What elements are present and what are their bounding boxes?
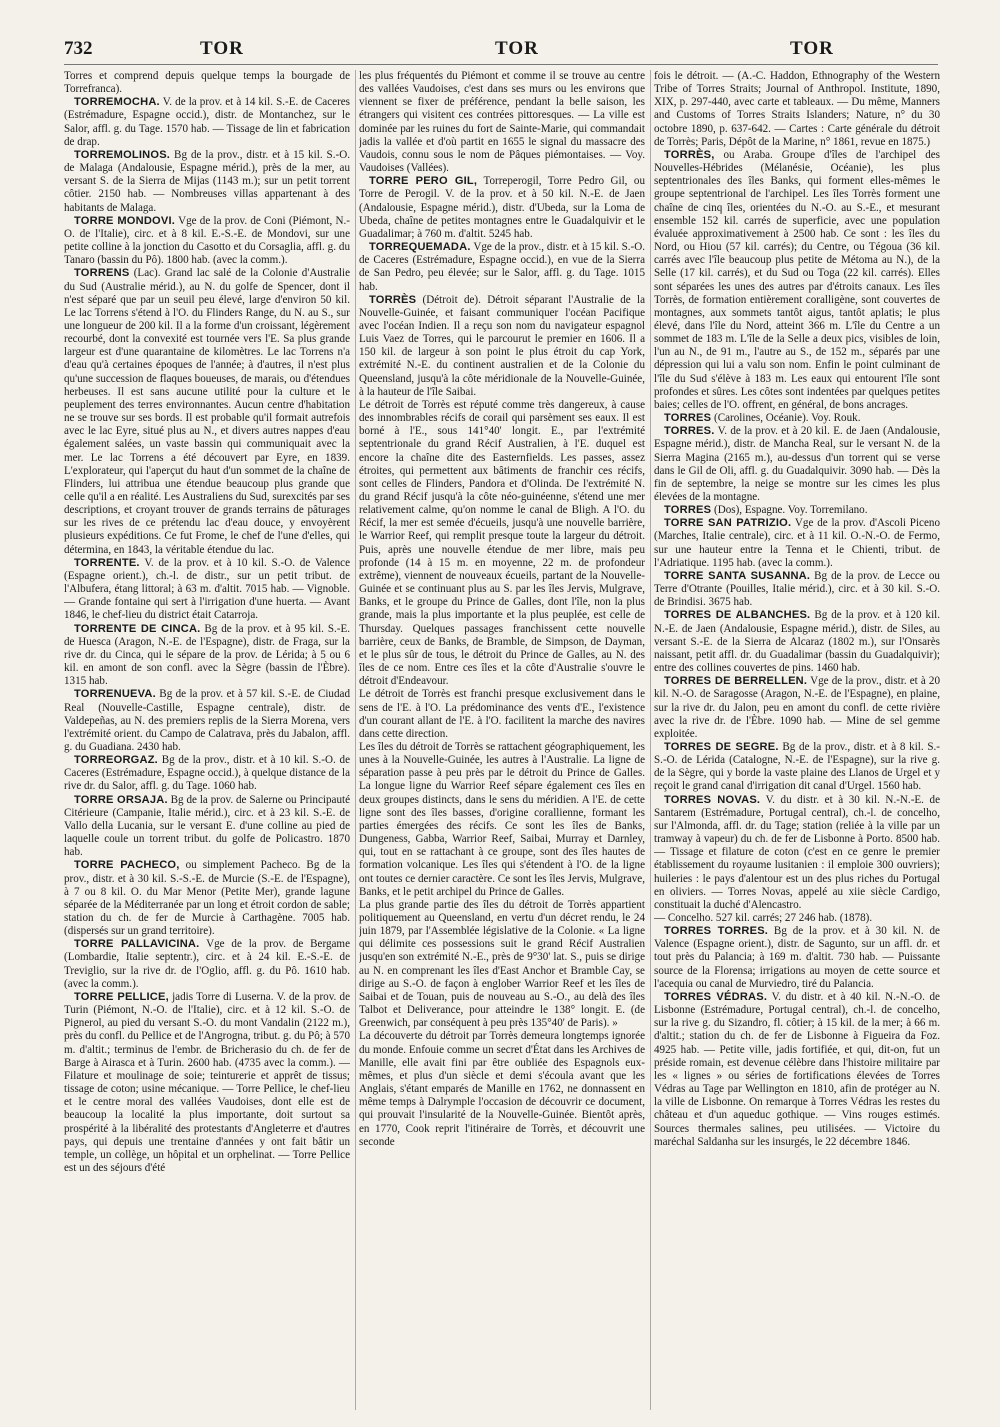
dictionary-entry [654,609,940,675]
entry-text: Bg de la prov. et à 120 kil. N.-E. de Jaen (Andalousie, Espagne mérid.), distr. de Siles, au versant S.-E. de la Sierra de Alcaraz (1802 m.), sur l'Onsarès naissant, petit affl. dr. du Guadalimar (bassin du Guadalquivir); entre des collines couvertes de pins. 1460 hab. [654,609,940,675]
text-column-3 [654,70,940,1410]
entry-headword: TORREORGAZ. [74,754,158,767]
dictionary-entry [64,688,350,754]
entry-text: Les îles du détroit de Torrès se rattachent géographiquement, les unes à la Nouvelle-Guinée, les autres à l'Australie. La ligne de séparation passe à peu près par le détroit du Prince de Galles. La longue ligne du Warrior Reef sépare également ces îles en deux groupes distincts, dans le sens du méridien. A l'E. de cette ligne sont des îles basses, d'origine corallienne, formant les parties émergées des récifs. Ce sont les îles de Banks, Dungeness, Gabba, Warrior Reef, Saibai, Murray et Darnley, qui, tout en se rattachant à ce groupe, sont des îles hautes de formation volcanique. Les îles qui s'étendent à l'O. de la ligne ont toutes ce dernier caractère. Ce sont les îles Jervis, Mulgrave, Banks, et le petit archipel du Prince de Galles. [359,740,645,898]
entry-text: (Détroit de). Détroit séparant l'Australie de la Nouvelle-Guinée, et faisant communiquer l'océan Pacifique avec l'océan Indien. Il a reçu son nom du navigateur espagnol Luis Vaez de Torres, qui le parcourut le premier en 1606. Il a 150 kil. de largeur à son point le plus étroit du cap York, extrémité N.-E. du continent australien et de la Colonie du Queensland, jusqu'à la côte méridionale de la Nouvelle-Guinée, à la hauteur de l'île Saibai. [359,293,645,398]
text-column-2 [359,70,645,1410]
dictionary-entry [64,938,350,991]
entry-headword: TORRE ORSAJA. [74,793,168,806]
dictionary-entry [359,688,645,741]
dictionary-entry [64,96,350,149]
running-head-right: TOR [790,38,834,59]
entry-headword: TORREMOLINOS. [74,148,171,161]
entry-text: Bg de la prov., distr. et à 8 kil. S.-S.-O. de Lérida (Catalogne, N.-E. de l'Espagne), sur la rive g. de la Sègre, qui y borde la vaste plaine des Llanos de Urgel et y reçoit le grand canal d'irrigation dit canal d'Urgel. 1560 hab. [654,740,940,793]
entry-headword: TORRES VÉDRAS. [664,990,768,1003]
entry-text: jadis Torre di Luserna. V. de la prov. de Turin (Piémont, N.-O. de l'Italie), circ. et à 12 kil. S.-O. de Pignerol, au pied du versant S.-O. du mont Vandalin (2122 m.), près du confl. du Pellice et de l'Angrogna, tribut. g. du Pô; à 570 m. d'altit.; terminus de l'embr. de Bricherasio du ch. de fer de Barge à Airasca et à Turin. 2600 hab. (4735 avec la comm.). — Filature et moulinage de soie; teinturerie et apprêt de tissus; tissage de coton; usine mécanique. — Torre Pellice, le chef-lieu et le centre moral des vallées Vaudoises, dont elle est de beaucoup la localité la plus importante, doit surtout sa prospérité à la libéralité des protestants d'Angleterre et d'autres pays, qui depuis une trentaine d'années y ont fait bâtir un temple, un collège, un hôpital et un orphelinat. — Torre Pellice est un des séjours d'été [64,990,350,1174]
entry-headword: TORRES. [664,425,715,438]
dictionary-entry [359,899,645,1031]
entry-text: Bg de la prov. de Lecce ou Terre d'Otrante (Pouilles, Italie mérid.), circ. et à 30 kil. S.-O. de Brindisi. 3675 hab. [654,569,940,609]
entry-text: V. de la prov. et à 14 kil. S.-E. de Caceres (Estrémadure, Espagne occid.), distr. de Montanchez, sur le Salor, affl. g. du Tage. 1570 hab. — Tissage de lin et fabrication de drap. [64,96,350,148]
entry-text: V. du distr. et à 40 kil. N.-N.-O. de Lisbonne (Estrémadure, Portugal central), ch.-l. de concelho, sur la rive g. du Sizandro, fl. côtier; à 15 kil. de la mer; à 66 m. d'altit.; station du ch. de fer de Lisbonne à Figueira da Foz. 4925 hab. — Petite ville, jadis fortifiée, et qui, dit-on, fut un préside romain, est devenue célèbre dans l'histoire militaire par les « lignes » ou séries de fortifications élevées de Torres Védras au Tage par Wellington en 1810, afin de protéger au N. la ville de Lisbonne. On remarque à Torres Védras les restes du château et d'un aqueduc gothique. — Vins rouges estimés. Sources thermales salines, peu utilisées. — Victoire du maréchal Saldanha sur les insurgés, le 22 décembre 1846. [654,990,940,1148]
entry-text: Vge de la prov., distr. et à 20 kil. N.-O. de Saragosse (Aragon, N.-E. de l'Espagne), en plaine, sur la rive dr. du Jalon, peu en amont du confl. de cette rivière avec la rive dr. de l'Èbre. 1090 hab. — Mine de sel gemme exploitée. [654,675,940,740]
dictionary-entry [64,215,350,268]
dictionary-entry [654,912,940,925]
dictionary-entry [359,70,645,175]
entry-text: (Lac). Grand lac salé de la Colonie d'Australie du Sud (Australie mérid.), au N. du golfe de Spencer, dont il n'est séparé que par un seuil peu élevé, large d'environ 50 kil. Le lac Torrens s'étend à l'O. du Flinders Range, du N. au S., sur une longueur de 200 kil. Il a la forme d'un croissant, légèrement recourbé, dont la convexité est tournée vers l'E. Sa plus grande largeur est d'une quarantaine de kilomètres. Le lac Torrens n'a d'eau qu'à certaines époques de l'année; à d'autres, il n'est plus qu'une succession de flaques boueuses, de marais, ou d'étendues herbeuses. Il est sans aucune utilité pour la culture et le peuplement des terres environnantes. Aucun centre d'habitation ne se trouve sur ses bords. Il est probable qu'il formait autrefois avec le lac Eyre, situé plus au N., et divers autres nappes d'eau également salées, un vaste bassin qui communiquait avec la mer. Le lac Torrens a été découvert par Eyre, en 1839. L'explorateur, qui l'aperçut du haut d'un sommet de la chaîne de Flinders, lui attribua une étendue beaucoup plus grande que celle qu'il a en réalité. Les Australiens du Sud, surexcités par ses descriptions, et croyant trouver de grands terrains de pâturages sur les rives de ce prétendu lac d'eau douce, y envoyèrent plusieurs expéditions. Ce fut Frome, le chef de l'une d'elles, qui détermina, en 1843, la véritable étendue du lac. [64,267,350,556]
column-divider [650,70,651,1410]
running-head-center: TOR [495,38,539,59]
dictionary-entry [64,557,350,623]
dictionary-entry [654,991,940,1149]
entry-text: ou simplement Pacheco. Bg de la prov., distr. et à 30 kil. S.-S.-E. de Murcie (S.-E. de l'Espagne), à 7 ou 8 kil. O. du Mar Menor (Petite Mer), grande lagune séparée de la Méditerranée par un long et étroit cordon de sable; station du ch. de fer de Murcie à Carthagène. 7005 hab. (dispersés sur un grand territoire). [64,859,350,938]
dictionary-entry [64,70,350,96]
dictionary-entry [654,675,940,741]
dictionary-entry [654,517,940,570]
dictionary-entry [64,754,350,793]
dictionary-entry [64,623,350,689]
header-rule [64,64,938,65]
entry-text: Vge de la prov., distr. et à 15 kil. S.-O. de Caceres (Estrémadure, Espagne occid.), en vue de la Sierra de San Pedro, peu élevée; sur le Salor, affl. g. du Tage. 1015 hab. [359,241,645,293]
entry-headword: TORRES [664,504,712,517]
dictionary-entry [359,175,645,241]
entry-text: ou Araba. Groupe d'îles de l'archipel des Nouvelles-Hébrides (Mélanésie, Océanie), les plus septentrionales des îles Banks, qui forment elles-mêmes le groupe septentrional de l'archipel. Les îles Torrès forment une chaîne de cinq îles, orientées du N.-O. au S.-E., et mesurant ensemble 152 kil. carrés de superficie, avec une population évaluée approximativement à 2500 hab. Ce sont : les îles du Nord, ou Hiou (57 kil. carrés); du Centre, ou Tégoua (36 kil. carrés avec l'île beaucoup plus petite de Métoma au N.), de la Selle (17 kil. carrés), et du Sud ou Toga (22 kil. carrés). Elles sont séparées les unes des autres par d'étroits canaux. Les îles Torrès, de formation entièrement coralligène, sont couvertes de montagnes, aux sommets tantôt aigus, tantôt aplatis; le plus élevé, dans l'île du Nord, atteint 366 m. L'île du Centre a un sommet de 183 m. L'île de la Selle a deux pics, visibles de loin, l'un au N., de 91 m., l'autre au S., de 152 m., séparés par une dépression qui lui a valu son nom. Enfin le point culminant de l'île du Sud s'élève à 183 m. Les eaux qui entourent l'île sont profondes et sûres. Les côtes sont indentées par quelques petites baies; celles de l'O. offrent, en général, de bons ancrages. [654,148,940,411]
entry-text: les plus fréquentés du Piémont et comme il se trouve au centre des vallées Vaudoises, c'est dans ses murs ou les environs que viennent se fixer de préférence, pendant la belle saison, les étrangers qui visitent ces contrées pittoresques. — La ville est dominée par les ruines du fort de Sainte-Marie, qui commandait jadis la vallée et d'où partit en 1655 le signal du massacre des Vaudois, connu sous le nom de Pâques piémontaises. — Voy. Vaudoises (Vallées). [359,70,645,175]
entry-text: Le détroit de Torrès est réputé comme très dangereux, à cause des innombrables récifs de corail qui parsèment ses eaux. Il est borné à l'E., sous 141°40' longit. E., par l'extrémité septentrionale du grand Récif Australien, à l'E. duquel est encore la chaîne dite des Easternfields. Les passes, assez étroites, qui permettent aux bâtiments de franchir ces récifs, sont celles de Flinders, Pandora et d'Olinda. De l'extrémité N. du grand Récif jusqu'à la côte néo-guinéenne, s'étend une mer relativement calme, qu'on nomme le canal de Bligh. A l'O. du Récif, la mer est semée d'écueils, jusqu'à une nouvelle barrière, le Warrior Reef, qui remplit presque toute la largeur du détroit. Puis, après une nouvelle étendue de mer libre, mais peu profonde (14 à 15 m. en moyenne, 22 m. de profondeur extrême), viennent de nouveaux écueils, partant de la Nouvelle-Guinée et se continuant plus au S. par les îles Jervis, Mulgrave, Banks, et le groupe du Prince de Galles, dont l'île, non la plus grande, mais la plus importante et la plus peuplée, est celle de Thursday. Quelques passages franchissent cette nouvelle barrière, ceux de Banks, de Bramble, de Simpson, de Dayman, et le plus sûr de tous, le détroit du Prince de Galles, au N. des îles de ce nom. Entre ces îles et la côte d'Australie s'ouvre le détroit d'Endeavour. [359,398,645,688]
entry-headword: TORRES DE SEGRE. [664,740,779,753]
entry-text: Bg de la prov., distr. et à 15 kil. S.-O. de Malaga (Andalousie, Espagne mérid.), près de la mer, au versant S. de la Sierra de Mijas (1143 m.); sur un petit torrent côtier. 2150 hab. — Nombreuses villas appartenant à des habitants de Malaga. [64,148,350,214]
column-divider [355,70,356,1410]
entry-text: Bg de la prov. et à 57 kil. S.-E. de Ciudad Real (Nouvelle-Castille, Espagne centrale), distr. de Valdepeñas, au N. des premiers replis de la Sierra Morena, vers l'extrémité orient. du Campo de Calatrava, près du Jabalon, affl. g. du Guadiana. 2430 hab. [64,688,350,753]
dictionary-entry [359,1030,645,1148]
entry-headword: TORRE SANTA SUSANNA. [664,569,811,582]
entry-text: (Dos), Espagne. Voy. Torremilano. [714,504,868,517]
entry-text: La plus grande partie des îles du détroit de Torrès appartient politiquement au Queensland, en vertu d'un décret rendu, le 24 juin 1879, par l'Assemblée législative de la Colonie. « La ligne qui délimite ces possessions suit le grand Récif Australien jusqu'en son extrémité N.-E., près de 9°30' lat. S., puis se dirige au N. en comprenant les îles d'East Anchor et Bramble Cay, se dirige au S.-O. de façon à englober Warrior Reef et les îles de Saibai et de Touan, puis de nouveau au S.-O., au delà des îles Talbot et Deliverance, pour atteindre le 138° longit. E. (de Greenwich, par conséquent à peu près 135°40' de Paris). » [359,898,645,1030]
entry-headword: TORRES NOVAS. [664,793,761,806]
entry-headword: TORRENTE DE CINCA. [74,622,201,635]
dictionary-entry [359,741,645,899]
entry-headword: TORRENUEVA. [74,688,156,701]
entry-text: Vge de la prov. de Coni (Piémont, N.-O. de l'Italie), circ. et à 8 kil. E.-S.-E. de Mondovi, sur une petite colline à la jonction du Casotto et du Corsaglia, affl. g. du Tanaro (bassin du Pô). 1800 hab. (avec la comm.). [64,214,350,267]
entry-text: (Carolines, Océanie). Voy. Rouk. [714,412,861,425]
entry-text: Bg de la prov. et à 95 kil. S.-E. de Huesca (Aragon, N.-E. de l'Espagne), distr. de Fraga, sur la rive dr. du Cinca, qui le sépare de la prov. de Lérida; à 5 ou 6 kil. en amont de son confl. avec la Sègre (bassin de l'Èbre). 1315 hab. [64,622,350,688]
entry-headword: TORRÈS, [664,148,715,161]
dictionary-entry [654,412,940,425]
dictionary-entry [654,741,940,794]
dictionary-entry [654,570,940,609]
entry-headword: TORRENTE. [74,556,140,569]
entry-headword: TORRÈS [369,293,417,306]
entry-headword: TORRE PERO GIL, [369,175,478,188]
running-head-left: TOR [200,38,244,59]
entry-headword: TORREMOCHA. [74,96,160,109]
entry-headword: TORREQUEMADA. [369,241,471,254]
entry-text: V. de la prov. et à 10 kil. S.-O. de Valence (Espagne orient.), ch.-l. de distr., sur un petit tribut. de l'Albufera, étang littoral; à 63 m. d'altit. 7015 hab. — Vignoble. — Grande fontaine qui sert à l'irrigation d'une huerta. — Avant 1846, le chef-lieu du district était Catarroja. [64,556,350,622]
dictionary-entry [64,991,350,1175]
text-column-1 [64,70,350,1410]
dictionary-entry [64,859,350,938]
dictionary-entry [359,294,645,399]
entry-text: Torreperogil, Torre Pedro Gil, ou Torre de Perogil. V. de la prov. et à 50 kil. N.-E. de Jaen (Andalousie, Espagne mérid.), distr. d'Ubeda, sur la Loma de Ubeda, chaîne de petites montagnes entre le Guadalquivir et le Guadalimar; à 760 m. d'altit. 5245 hab. [359,175,645,240]
dictionary-entry [654,149,940,412]
dictionary-entry [64,267,350,556]
entry-text: Bg de la prov. et à 30 kil. N. de Valence (Espagne orient.), distr. de Sagunto, sur un affl. dr. et tout près du Palancia; à 169 m. d'altit. 730 hab. — Puissante source de la Florensa; irrigations au moyen de cette source et l'acequia ou canal de Murviedro, tiré du Palancia. [654,925,940,990]
entry-headword: TORRES DE ALBANCHES. [664,609,811,622]
entry-headword: TORRES [664,412,712,425]
entry-text: V. du distr. et à 30 kil. N.-N.-E. de Santarem (Estrémadure, Portugal central), ch.-l. de concelho, sur l'Almonda, affl. dr. du Tage; station (reliée à la ville par un tramway à vapeur) du ch. de fer de Lisbonne à Porto. 8500 hab. — Tissage et filature de coton (c'est en ce genre le premier établissement du royaume lusitanien : il emploie 300 ouvriers); huileries : le pays d'alentour est un des plus riches du Portugal en oliviers. — Torres Novas, appelé au xiie siècle Cardigo, constituait la duché d'Alencastro. [654,793,940,911]
entry-text: Bg de la prov., distr. et à 10 kil. S.-O. de Caceres (Estrémadure, Espagne occid.), à quelque distance de la rive dr. du Salor, affl. g. du Tage. 1060 hab. [64,754,350,793]
entry-text: Torres et comprend depuis quelque temps la bourgade de Torrefranca). [64,70,350,96]
dictionary-entry [359,399,645,688]
entry-text: Vge de la prov. de Bergame (Lombardie, Italie septentr.), circ. et à 24 kil. E.-S.-E. de Treviglio, sur la rive dr. de l'Oglio, affl. g. du Pô. 1610 hab. (avec la comm.). [64,938,350,990]
entry-headword: TORRE PELLICE, [74,990,169,1003]
dictionary-entry [359,241,645,294]
entry-headword: TORRE MONDOVI. [74,214,176,227]
entry-text: — Concelho. 527 kil. carrés; 27 246 hab. (1878). [654,912,873,924]
dictionary-entry [64,794,350,860]
dictionary-entry [64,149,350,215]
entry-text: Bg de la prov. de Salerne ou Principauté Citérieure (Campanie, Italie mérid.), circ. et à 23 kil. S.-E. de Vallo della Lucania, sur le versant E. d'une colline au pied de laquelle coule un torrent tribut. du golfe de Policastro. 1870 hab. [64,793,350,859]
entry-headword: TORRENS [74,267,130,280]
entry-text: La découverte du détroit par Torrès demeura longtemps ignorée du monde. Enfouie comme un secret d'État dans les Archives de Manille, elle avait fini par être oubliée des Espagnols eux-mêmes, et plus d'un siècle et demi s'écoula avant que les Anglais, s'étant emparés de Manille en 1762, ne donnassent en même temps à Dalrymple l'occasion de découvrir ce document, qui prouvait l'insularité de la Nouvelle-Guinée. Bientôt après, en 1770, Cook reprit l'itinéraire de Torrès, et découvrit une seconde [359,1030,645,1148]
entry-headword: TORRE PALLAVICINA. [74,938,200,951]
entry-text: Le détroit de Torrès est franchi presque exclusivement dans le sens de l'E. à l'O. La prédominance des vents d'E., l'existence d'un courant allant de l'E. à l'O. facilitent la marche des navires dans cette direction. [359,688,645,740]
entry-headword: TORRES TORRES. [664,925,769,938]
entry-headword: TORRE SAN PATRIZIO. [664,517,792,530]
entry-text: Vge de la prov. d'Ascoli Piceno (Marches, Italie centrale), circ. et à 11 kil. O.-N.-O. de Fermo, sur une hauteur entre la Tenna et le Chienti, tribut. de l'Adriatique. 1195 hab. (avec la comm.). [654,517,940,569]
page-number: 732 [64,38,93,59]
dictionary-entry [654,504,940,517]
dictionary-entry [654,794,940,912]
dictionary-entry [654,425,940,504]
entry-text: V. de la prov. et à 20 kil. E. de Jaen (Andalousie, Espagne mérid.), distr. de Mancha Real, sur le versant N. de la Sierra Magina (2165 m.), au-dessus d'un torrent qui se verse dans le Gil de Oli, affl. g. du Guadalquivir. 3090 hab. — Dès la fin de septembre, la neige se montre sur les cimes les plus élevées de la montagne. [654,425,940,503]
entry-headword: TORRES DE BERRELLEN. [664,675,808,688]
dictionary-entry [654,70,940,149]
entry-headword: TORRE PACHECO, [74,859,180,872]
dictionary-entry [654,925,940,991]
entry-text: fois le détroit. — (A.-C. Haddon, Ethnography of the Western Tribe of Torres Straits; Journal of Anthropol. Institute, 1890, XIX, p. 297-440, avec carte et tableaux. — Du même, Manners and Customs of Torres Straits Islanders; Nature, n° du 30 octobre 1890, p. 637-642. — Cartes : Carte générale du détroit de Torrès; Paris, Dépôt de la Marine, n° 1861, revue en 1875.) [654,70,940,148]
